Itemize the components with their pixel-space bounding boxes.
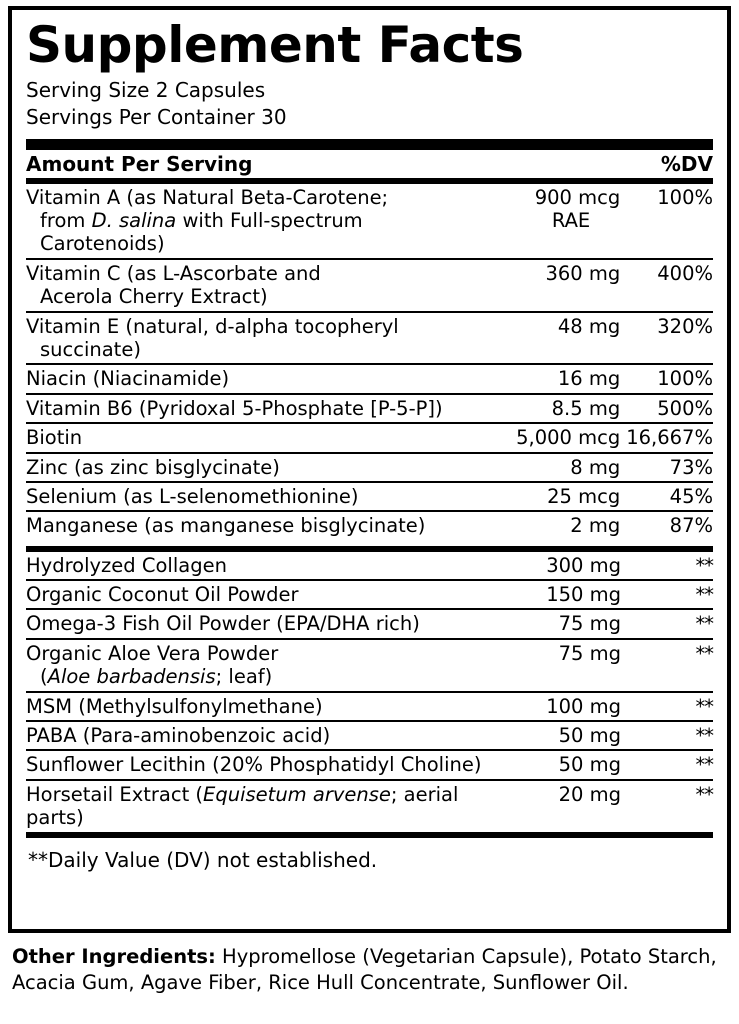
table-row: [26, 640, 713, 691]
nutrient-name-cont: (Aloe barbadensis; leaf): [40, 665, 273, 689]
nutrient-amount: 25 mcg: [547, 484, 621, 508]
nutrient-name-cont: succinate): [40, 337, 141, 361]
nutrient-amount: 5,000 mcg: [516, 426, 621, 450]
table-row: [26, 260, 713, 311]
nutrient-name: Vitamin B6 (Pyridoxal 5-Phosphate [P-5-P]): [26, 396, 443, 420]
nutrient-name: MSM (Methylsulfonylmethane): [26, 694, 323, 718]
nutrient-dv: **: [695, 694, 713, 718]
nutrient-amount: 16 mg: [557, 367, 621, 391]
nutrient-name-cont: Acerola Cherry Extract): [40, 285, 268, 309]
other-ingredients-text: Hypromellose (Vegetarian Capsule), Potato Starch, Acacia Gum, Agave Fiber, Rice Hull Concentrate, Sunflower Oil.: [12, 945, 717, 994]
nutrient-dv: **: [695, 583, 713, 607]
nutrient-name-cont: from D. salina with Full-spectrum Carotenoids): [40, 208, 363, 256]
table-row: [26, 313, 713, 364]
species-italic: D. salina: [91, 208, 177, 232]
nutrient-amount: 100 mg: [546, 694, 621, 718]
other-ingredients: [12, 944, 730, 996]
nutrient-name: Organic Aloe Vera Powder: [26, 641, 279, 665]
nutrient-name: PABA (Para-aminobenzoic acid): [26, 724, 331, 748]
table-row: [26, 751, 713, 778]
nutrient-dv: 16,667%: [626, 426, 713, 450]
divider-thick-top: [26, 139, 713, 150]
nutrient-amount: 75 mg: [558, 641, 621, 665]
nutrient-dv: 320%: [657, 314, 713, 338]
nutrient-dv: 45%: [669, 484, 713, 508]
table-row: [26, 610, 713, 637]
table-row: [26, 395, 713, 422]
nutrient-amount: 8 mg: [570, 455, 621, 479]
nutrient-dv: 87%: [669, 514, 713, 538]
table-row: [26, 552, 713, 579]
nutrient-dv: **: [695, 724, 713, 748]
nutrient-dv: **: [695, 553, 713, 577]
nutrient-amount: 900 mcg: [534, 185, 621, 209]
nutrient-amount: 360 mg: [545, 261, 621, 285]
table-row: [26, 365, 713, 392]
nutrients-table: [26, 150, 713, 178]
nutrient-amount: 150 mg: [546, 583, 621, 607]
nutrient-amount: 2 mg: [570, 514, 621, 538]
header-amount-spacer: [489, 150, 627, 178]
daily-value-footnote: **Daily Value (DV) not established.: [28, 847, 378, 872]
table-row: [26, 722, 713, 749]
table-row: Horsetail Extract (Equisetum arvense; aerial parts) 20 mg **: [26, 781, 713, 832]
nutrient-amount: 75 mg: [558, 612, 621, 636]
serving-size-text: Serving Size 2 Capsules: [26, 78, 266, 102]
nutrient-name: Selenium (as L-selenomethionine): [26, 484, 359, 508]
header-amount-per-serving: Amount Per Serving: [26, 151, 253, 176]
vitamins-table: [26, 184, 713, 540]
nutrient-dv: 100%: [657, 185, 713, 209]
table-row: [26, 483, 713, 510]
nutrient-amount-unit: RAE: [551, 208, 591, 232]
other-nutrients-table: [26, 552, 713, 832]
table-row: [26, 424, 713, 451]
nutrient-name: Sunflower Lecithin (20% Phosphatidyl Choline): [26, 753, 482, 777]
species-italic: Equisetum arvense: [203, 782, 391, 806]
servings-per-container-text: Servings Per Container 30: [26, 104, 287, 129]
nutrient-name: Zinc (as zinc bisglycinate): [26, 455, 280, 479]
nutrient-name: Vitamin E (natural, d-alpha tocopheryl: [26, 314, 399, 338]
nutrient-dv: **: [695, 753, 713, 777]
nutrient-amount: 48 mg: [557, 314, 621, 338]
nutrient-dv: 73%: [669, 455, 713, 479]
table-row: [26, 454, 713, 481]
nutrient-amount: 300 mg: [546, 553, 621, 577]
nutrient-amount: 50 mg: [558, 724, 621, 748]
nutrient-name: Vitamin C (as L-Ascorbate and: [26, 261, 321, 285]
nutrient-amount: 8.5 mg: [551, 396, 621, 420]
nutrient-dv: 400%: [657, 261, 713, 285]
nutrient-name: Vitamin A (as Natural Beta-Carotene;: [26, 185, 389, 209]
nutrient-name: Organic Coconut Oil Powder: [26, 583, 299, 607]
supplement-facts-panel: [8, 6, 731, 933]
table-row: [26, 512, 713, 539]
nutrient-dv: **: [695, 612, 713, 636]
nutrient-dv: **: [695, 641, 713, 665]
nutrient-name: Biotin: [26, 426, 83, 450]
species-italic: Aloe barbadensis: [47, 665, 216, 689]
table-row: [26, 184, 713, 258]
table-header-row: [26, 150, 713, 178]
page-title: Supplement Facts: [26, 16, 524, 74]
table-row: [26, 693, 713, 720]
nutrient-amount: 50 mg: [558, 753, 621, 777]
nutrient-name: Manganese (as manganese bisglycinate): [26, 514, 426, 538]
nutrient-dv: 500%: [657, 396, 713, 420]
nutrient-dv: **: [695, 782, 713, 806]
other-ingredients-label: Other Ingredients:: [12, 945, 216, 968]
nutrient-name: Omega-3 Fish Oil Powder (EPA/DHA rich): [26, 612, 420, 636]
nutrient-amount: 20 mg: [558, 782, 621, 806]
nutrient-dv: 100%: [657, 367, 713, 391]
table-row: [26, 581, 713, 608]
nutrient-name: Hydrolyzed Collagen: [26, 553, 227, 577]
header-percent-dv: %DV: [660, 151, 713, 176]
nutrient-name: Niacin (Niacinamide): [26, 367, 230, 391]
